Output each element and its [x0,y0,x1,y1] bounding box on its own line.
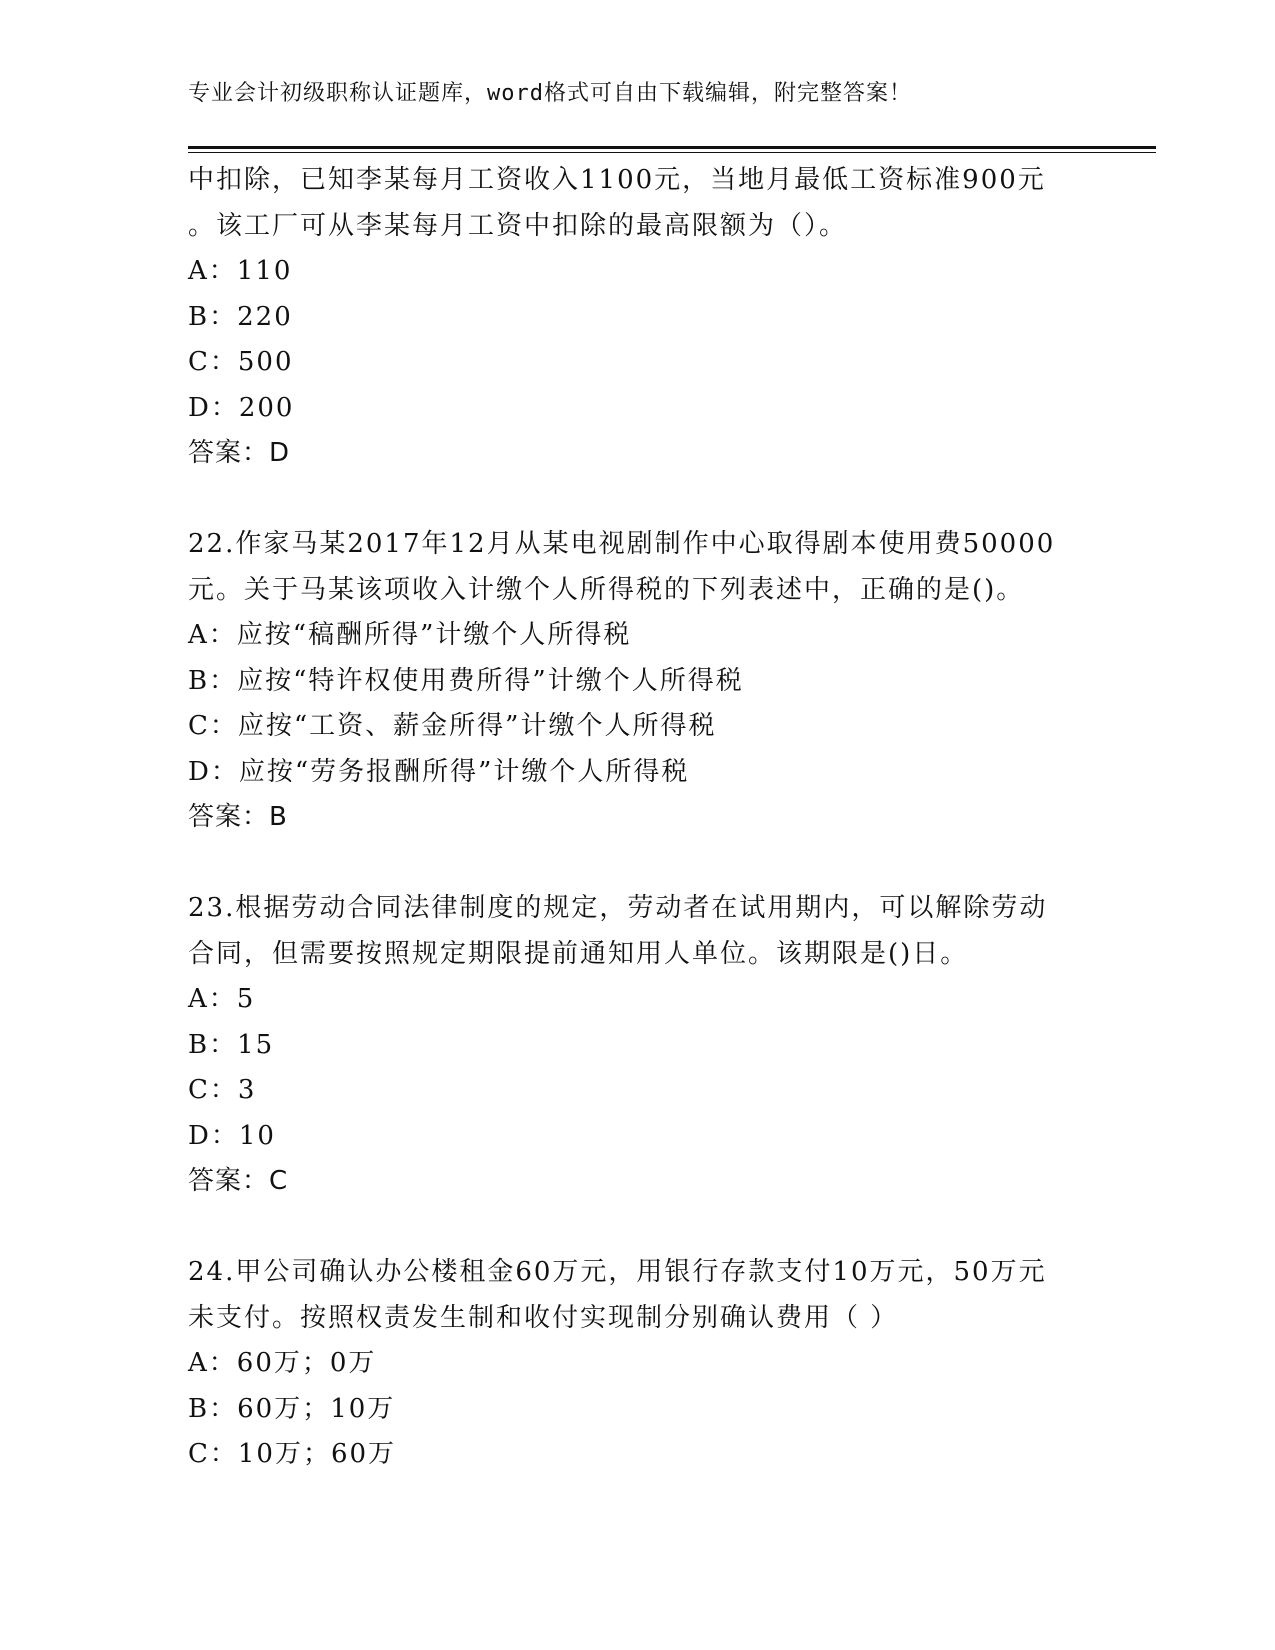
option-c: C：10万；60万 [188,1439,397,1469]
option-a: A：5 [188,984,256,1014]
question-stem-line: 24.甲公司确认办公楼租金60万元，用银行存款支付10万元，50万元 [188,1257,1047,1287]
question-stem-line: 。该工厂可从李某每月工资中扣除的最高限额为（）。 [188,210,848,241]
spacer [188,841,1108,887]
answer-line: 答案：D [188,438,291,468]
question-22 [188,522,1108,841]
question-content [188,158,1108,1478]
option-b: B：220 [188,301,293,332]
question-stem-line: 23.根据劳动合同法律制度的规定，劳动者在试用期内，可以解除劳动 [188,893,1048,923]
option-a: A：110 [188,256,293,286]
question-stem-line: 中扣除，已知李某每月工资收入1100元，当地月最低工资标准900元 [188,165,1046,195]
option-d: D：200 [188,392,295,423]
header-rule-thin [188,152,1156,153]
option-b: B：应按“特许权使用费所得”计缴个人所得税 [188,665,744,696]
option-b: B：60万；10万 [188,1393,396,1424]
question-stem-line: 22.作家马某2017年12月从某电视剧制作中心取得剧本使用费50000 [188,529,1056,559]
spacer [188,477,1108,523]
question-stem-line: 元。关于马某该项收入计缴个人所得税的下列表述中，正确的是()。 [188,574,1025,605]
option-a: A：应按“稿酬所得”计缴个人所得税 [188,620,632,650]
question-21 [188,158,1108,477]
option-c: C：500 [188,347,294,377]
option-d: D：10 [188,1120,276,1151]
question-stem-line: 合同，但需要按照规定期限提前通知用人单位。该期限是()日。 [188,938,969,969]
option-d: D：应按“劳务报酬所得”计缴个人所得税 [188,756,690,787]
option-a: A：60万；0万 [188,1348,377,1378]
question-stem-line: 未支付。按照权责发生制和收付实现制分别确认费用（ ） [188,1302,899,1333]
header-rule-thick [188,146,1156,149]
option-c: C：3 [188,1075,257,1105]
answer-line: 答案：C [188,1166,289,1196]
question-24 [188,1250,1108,1478]
question-23 [188,886,1108,1205]
spacer [188,1205,1108,1251]
option-c: C：应按“工资、薪金所得”计缴个人所得税 [188,711,717,741]
option-b: B：15 [188,1029,275,1060]
answer-line: 答案：B [188,802,288,832]
page-header: 专业会计初级职称认证题库，word格式可自由下载编辑，附完整答案！ [188,81,912,106]
